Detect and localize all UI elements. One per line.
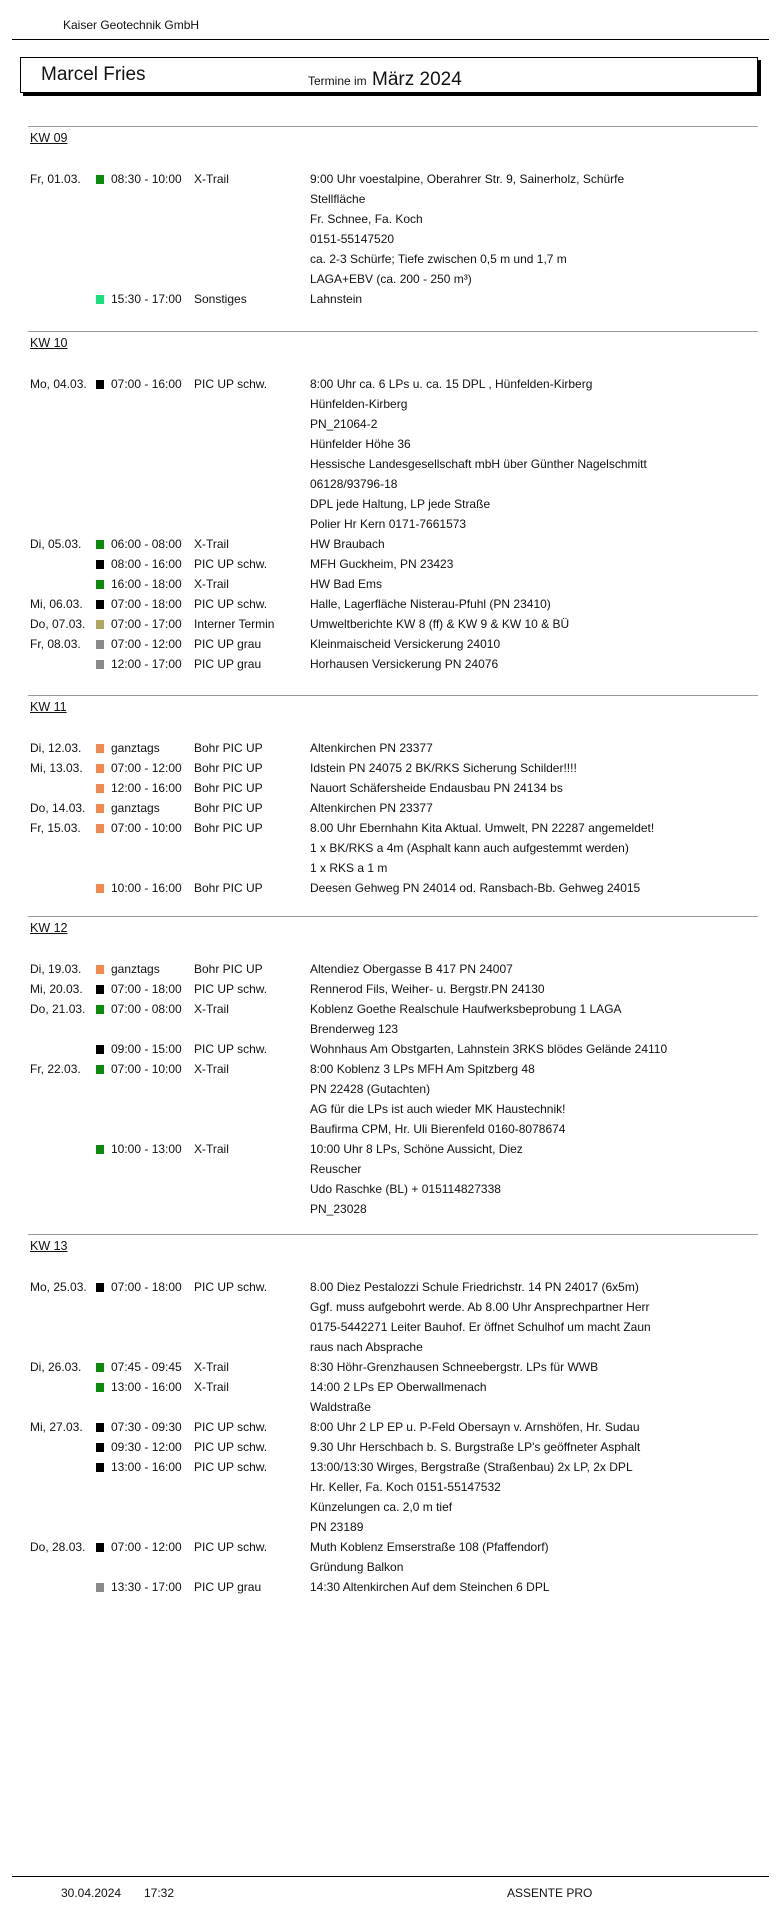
category-color-swatch xyxy=(96,1145,104,1154)
time-range: 07:00 - 18:00 xyxy=(111,982,182,996)
time-range: 10:00 - 13:00 xyxy=(111,1142,182,1156)
appointment-row xyxy=(28,1159,758,1179)
week-label: KW 10 xyxy=(30,336,68,350)
category-color-swatch xyxy=(96,965,104,974)
appointment-row xyxy=(28,1019,758,1039)
category-label: Bohr PIC UP xyxy=(194,741,263,755)
category-label: PIC UP schw. xyxy=(194,557,268,571)
week-label: KW 09 xyxy=(30,131,68,145)
category-color-swatch xyxy=(96,985,104,994)
appointment-row xyxy=(28,818,758,838)
appointment-row xyxy=(28,1059,758,1079)
appointment-text: 8:00 Uhr 2 LP EP u. P-Feld Obersayn v. Arnshöfen, Hr. Sudau xyxy=(310,1420,640,1434)
category-color-swatch xyxy=(96,1383,104,1392)
week-label: KW 13 xyxy=(30,1239,68,1253)
category-color-swatch xyxy=(96,1423,104,1432)
appointment-text: Hünfelden-Kirberg xyxy=(310,397,408,411)
appointment-text: 8:30 Höhr-Grenzhausen Schneebergstr. LPs für WWB xyxy=(310,1360,599,1374)
title-box xyxy=(20,57,758,93)
day-label: Di, 12.03. xyxy=(30,741,82,755)
appointment-row xyxy=(28,634,758,654)
appointment-row xyxy=(28,1357,758,1377)
week-header xyxy=(28,1234,758,1257)
appointment-list xyxy=(28,169,758,309)
category-color-swatch xyxy=(96,660,104,669)
appointment-text: Waldstraße xyxy=(310,1400,371,1414)
appointment-text: 06128/93796-18 xyxy=(310,477,398,491)
category-label: X-Trail xyxy=(194,172,229,186)
category-label: PIC UP schw. xyxy=(194,1440,268,1454)
appointment-row xyxy=(28,1377,758,1397)
category-label: X-Trail xyxy=(194,1380,229,1394)
appointment-row xyxy=(28,1179,758,1199)
appointment-row xyxy=(28,1477,758,1497)
appointment-text: Wohnhaus Am Obstgarten, Lahnstein 3RKS blödes Gelände 24110 xyxy=(310,1042,668,1056)
category-color-swatch xyxy=(96,540,104,549)
appointment-row xyxy=(28,414,758,434)
category-label: X-Trail xyxy=(194,1062,229,1076)
week-section xyxy=(28,916,758,1219)
category-color-swatch xyxy=(96,784,104,793)
week-section xyxy=(28,126,758,309)
appointment-text: Altendiez Obergasse B 417 PN 24007 xyxy=(310,962,513,976)
appointment-row xyxy=(28,1139,758,1159)
category-label: Bohr PIC UP xyxy=(194,821,263,835)
appointment-row xyxy=(28,959,758,979)
day-label: Di, 19.03. xyxy=(30,962,82,976)
footer-divider xyxy=(12,1876,769,1877)
time-range: 16:00 - 18:00 xyxy=(111,577,182,591)
day-label: Mi, 27.03. xyxy=(30,1420,83,1434)
time-range: 13:00 - 16:00 xyxy=(111,1460,182,1474)
appointment-text: PN_23028 xyxy=(310,1202,367,1216)
day-label: Fr, 01.03. xyxy=(30,172,81,186)
category-label: X-Trail xyxy=(194,1002,229,1016)
category-color-swatch xyxy=(96,764,104,773)
appointment-text: PN 22428 (Gutachten) xyxy=(310,1082,431,1096)
time-range: 07:00 - 12:00 xyxy=(111,1540,182,1554)
appointment-text: Idstein PN 24075 2 BK/RKS Sicherung Schilder!!!! xyxy=(310,761,577,775)
appointment-list xyxy=(28,738,758,898)
appointment-text: Hünfelder Höhe 36 xyxy=(310,437,411,451)
day-label: Fr, 15.03. xyxy=(30,821,81,835)
time-range: 07:45 - 09:45 xyxy=(111,1360,182,1374)
appointment-row xyxy=(28,1039,758,1059)
appointment-row xyxy=(28,249,758,269)
appointment-text: HW Braubach xyxy=(310,537,385,551)
category-label: PIC UP schw. xyxy=(194,1460,268,1474)
day-label: Do, 21.03. xyxy=(30,1002,86,1016)
appointment-list xyxy=(28,1277,758,1597)
appointment-row xyxy=(28,454,758,474)
category-color-swatch xyxy=(96,620,104,629)
category-color-swatch xyxy=(96,640,104,649)
week-header xyxy=(28,331,758,354)
appointment-text: Gründung Balkon xyxy=(310,1560,404,1574)
category-color-swatch xyxy=(96,1543,104,1552)
appointment-row xyxy=(28,1199,758,1219)
appointment-text: 8:00 Uhr ca. 6 LPs u. ca. 15 DPL , Hünfelden-Kirberg xyxy=(310,377,593,391)
appointment-row xyxy=(28,474,758,494)
appointment-text: PN_21064-2 xyxy=(310,417,378,431)
appointment-text: LAGA+EBV (ca. 200 - 250 m³) xyxy=(310,272,472,286)
category-label: Bohr PIC UP xyxy=(194,801,263,815)
time-range: 12:00 - 16:00 xyxy=(111,781,182,795)
appointment-text: Udo Raschke (BL) + 015114827338 xyxy=(310,1182,501,1196)
appointment-row xyxy=(28,1397,758,1417)
day-label: Mi, 13.03. xyxy=(30,761,83,775)
category-color-swatch xyxy=(96,580,104,589)
category-label: Bohr PIC UP xyxy=(194,781,263,795)
appointment-text: raus nach Absprache xyxy=(310,1340,423,1354)
day-label: Mo, 25.03. xyxy=(30,1280,87,1294)
appointment-text: Altenkirchen PN 23377 xyxy=(310,801,433,815)
time-range: 13:30 - 17:00 xyxy=(111,1580,182,1594)
appointment-row xyxy=(28,798,758,818)
appointment-row xyxy=(28,574,758,594)
category-color-swatch xyxy=(96,380,104,389)
category-label: PIC UP schw. xyxy=(194,597,268,611)
appointment-text: Stellfläche xyxy=(310,192,366,206)
appointment-row xyxy=(28,1119,758,1139)
category-color-swatch xyxy=(96,560,104,569)
appointment-text: PN 23189 xyxy=(310,1520,364,1534)
appointment-text: Fr. Schnee, Fa. Koch xyxy=(310,212,423,226)
appointment-text: Umweltberichte KW 8 (ff) & KW 9 & KW 10 & BÜ xyxy=(310,617,570,631)
category-label: PIC UP grau xyxy=(194,657,262,671)
header-divider xyxy=(12,39,769,40)
appointment-row xyxy=(28,534,758,554)
appointment-text: Nauort Schäfersheide Endausbau PN 24134 bs xyxy=(310,781,563,795)
appointment-text: Koblenz Goethe Realschule Haufwerksbeprobung 1 LAGA xyxy=(310,1002,622,1016)
appointment-row xyxy=(28,229,758,249)
category-color-swatch xyxy=(96,1283,104,1292)
appointment-row xyxy=(28,269,758,289)
appointment-text: 8:00 Koblenz 3 LPs MFH Am Spitzberg 48 xyxy=(310,1062,535,1076)
appointment-text: Deesen Gehweg PN 24014 od. Ransbach-Bb. Gehweg 24015 xyxy=(310,881,641,895)
appointment-row xyxy=(28,778,758,798)
appointment-row xyxy=(28,1457,758,1477)
category-label: X-Trail xyxy=(194,1360,229,1374)
time-range: 10:00 - 16:00 xyxy=(111,881,182,895)
day-label: Mi, 06.03. xyxy=(30,597,83,611)
appointment-text: Halle, Lagerfläche Nisterau-Pfuhl (PN 23410) xyxy=(310,597,551,611)
week-header xyxy=(28,695,758,718)
app-name: ASSENTE PRO xyxy=(507,1886,593,1900)
appointment-row xyxy=(28,1437,758,1457)
time-range: 07:00 - 18:00 xyxy=(111,597,182,611)
day-label: Fr, 22.03. xyxy=(30,1062,81,1076)
category-label: Sonstiges xyxy=(194,292,247,306)
time-range: ganztags xyxy=(111,801,160,815)
appointment-row xyxy=(28,654,758,674)
week-label: KW 11 xyxy=(30,700,67,714)
appointment-row xyxy=(28,1537,758,1557)
print-time: 17:32 xyxy=(144,1886,175,1900)
appointment-row xyxy=(28,1577,758,1597)
appointment-text: 13:00/13:30 Wirges, Bergstraße (Straßenbau) 2x LP, 2x DPL xyxy=(310,1460,633,1474)
category-label: PIC UP grau xyxy=(194,1580,262,1594)
appointment-row xyxy=(28,494,758,514)
category-label: PIC UP schw. xyxy=(194,1042,268,1056)
appointment-row xyxy=(28,189,758,209)
time-range: ganztags xyxy=(111,962,160,976)
day-label: Do, 14.03. xyxy=(30,801,86,815)
appointment-row xyxy=(28,209,758,229)
category-color-swatch xyxy=(96,1045,104,1054)
appointment-row xyxy=(28,1517,758,1537)
appointment-text: 0175-5442271 Leiter Bauhof. Er öffnet Schulhof um macht Zaun xyxy=(310,1320,651,1334)
termine-label: Termine im xyxy=(308,74,367,88)
category-label: Interner Termin xyxy=(194,617,275,631)
category-label: PIC UP schw. xyxy=(194,1540,268,1554)
appointment-text: ca. 2-3 Schürfe; Tiefe zwischen 0,5 m und 1,7 m xyxy=(310,252,567,266)
category-color-swatch xyxy=(96,1463,104,1472)
appointment-row xyxy=(28,374,758,394)
appointment-row xyxy=(28,1337,758,1357)
time-range: 08:30 - 10:00 xyxy=(111,172,182,186)
appointment-row xyxy=(28,1317,758,1337)
appointment-text: HW Bad Ems xyxy=(310,577,383,591)
appointment-text: Kleinmaischeid Versickerung 24010 xyxy=(310,637,501,651)
appointment-text: 14:30 Altenkirchen Auf dem Steinchen 6 DPL xyxy=(310,1580,550,1594)
category-label: PIC UP schw. xyxy=(194,1280,268,1294)
appointment-text: AG für die LPs ist auch wieder MK Haustechnik! xyxy=(310,1102,566,1116)
appointment-row xyxy=(28,1297,758,1317)
appointment-text: 8.00 Diez Pestalozzi Schule Friedrichstr. 14 PN 24017 (6x5m) xyxy=(310,1280,639,1294)
category-label: X-Trail xyxy=(194,577,229,591)
category-label: Bohr PIC UP xyxy=(194,962,263,976)
day-label: Mo, 04.03. xyxy=(30,377,87,391)
time-range: 06:00 - 08:00 xyxy=(111,537,182,551)
period-label xyxy=(308,69,462,91)
appointment-row xyxy=(28,1417,758,1437)
time-range: 07:00 - 10:00 xyxy=(111,1062,182,1076)
category-color-swatch xyxy=(96,1363,104,1372)
print-date: 30.04.2024 xyxy=(61,1886,122,1900)
day-label: Do, 07.03. xyxy=(30,617,86,631)
appointment-text: Brenderweg 123 xyxy=(310,1022,399,1036)
week-section xyxy=(28,331,758,674)
day-label: Mi, 20.03. xyxy=(30,982,83,996)
week-header xyxy=(28,126,758,149)
appointment-row xyxy=(28,1277,758,1297)
month-label: März 2024 xyxy=(372,69,462,90)
appointment-text: 14:00 2 LPs EP Oberwallmenach xyxy=(310,1380,487,1394)
time-range: 07:00 - 16:00 xyxy=(111,377,182,391)
time-range: 07:00 - 08:00 xyxy=(111,1002,182,1016)
appointment-text: Muth Koblenz Emserstraße 108 (Pfaffendorf) xyxy=(310,1540,549,1554)
category-color-swatch xyxy=(96,600,104,609)
appointment-row xyxy=(28,169,758,189)
appointment-text: Lahnstein xyxy=(310,292,363,306)
category-label: Bohr PIC UP xyxy=(194,761,263,775)
category-label: PIC UP grau xyxy=(194,637,262,651)
category-color-swatch xyxy=(96,295,104,304)
category-color-swatch xyxy=(96,804,104,813)
appointment-text: Reuscher xyxy=(310,1162,362,1176)
appointment-row xyxy=(28,1079,758,1099)
appointment-text: Künzelungen ca. 2,0 m tief xyxy=(310,1500,453,1514)
appointment-row xyxy=(28,394,758,414)
category-label: PIC UP schw. xyxy=(194,1420,268,1434)
appointment-row xyxy=(28,1497,758,1517)
time-range: 12:00 - 17:00 xyxy=(111,657,182,671)
appointment-text: Horhausen Versickerung PN 24076 xyxy=(310,657,499,671)
day-label: Di, 05.03. xyxy=(30,537,82,551)
appointment-row xyxy=(28,289,758,309)
appointment-text: 9.30 Uhr Herschbach b. S. Burgstraße LP's geöffneter Asphalt xyxy=(310,1440,641,1454)
time-range: 07:30 - 09:30 xyxy=(111,1420,182,1434)
category-color-swatch xyxy=(96,175,104,184)
category-color-swatch xyxy=(96,1583,104,1592)
appointment-row xyxy=(28,738,758,758)
appointment-text: 10:00 Uhr 8 LPs, Schöne Aussicht, Diez xyxy=(310,1142,523,1156)
appointment-text: Ggf. muss aufgebohrt werde. Ab 8.00 Uhr Ansprechpartner Herr xyxy=(310,1300,650,1314)
appointment-row xyxy=(28,979,758,999)
time-range: 07:00 - 12:00 xyxy=(111,761,182,775)
appointment-text: 8.00 Uhr Ebernhahn Kita Aktual. Umwelt, PN 22287 angemeldet! xyxy=(310,821,655,835)
appointment-row xyxy=(28,1557,758,1577)
category-label: Bohr PIC UP xyxy=(194,881,263,895)
appointment-row xyxy=(28,878,758,898)
category-label: X-Trail xyxy=(194,1142,229,1156)
appointment-text: Altenkirchen PN 23377 xyxy=(310,741,433,755)
time-range: 07:00 - 10:00 xyxy=(111,821,182,835)
category-label: X-Trail xyxy=(194,537,229,551)
appointment-row xyxy=(28,758,758,778)
appointment-row xyxy=(28,999,758,1019)
time-range: ganztags xyxy=(111,741,160,755)
person-name: Marcel Fries xyxy=(41,64,146,85)
appointment-text: Hessische Landesgesellschaft mbH über Günther Nagelschmitt xyxy=(310,457,647,471)
category-color-swatch xyxy=(96,824,104,833)
appointment-row xyxy=(28,434,758,454)
appointment-row xyxy=(28,594,758,614)
day-label: Di, 26.03. xyxy=(30,1360,82,1374)
category-label: PIC UP schw. xyxy=(194,377,268,391)
appointment-list xyxy=(28,374,758,674)
time-range: 07:00 - 17:00 xyxy=(111,617,182,631)
category-color-swatch xyxy=(96,1005,104,1014)
week-header xyxy=(28,916,758,939)
category-label: PIC UP schw. xyxy=(194,982,268,996)
day-label: Do, 28.03. xyxy=(30,1540,86,1554)
appointment-row xyxy=(28,858,758,878)
time-range: 09:30 - 12:00 xyxy=(111,1440,182,1454)
time-range: 07:00 - 12:00 xyxy=(111,637,182,651)
category-color-swatch xyxy=(96,1443,104,1452)
appointment-text: Hr. Keller, Fa. Koch 0151-55147532 xyxy=(310,1480,501,1494)
time-range: 09:00 - 15:00 xyxy=(111,1042,182,1056)
time-range: 07:00 - 18:00 xyxy=(111,1280,182,1294)
time-range: 13:00 - 16:00 xyxy=(111,1380,182,1394)
appointment-row xyxy=(28,838,758,858)
appointment-text: 1 x BK/RKS a 4m (Asphalt kann auch aufgestemmt werden) xyxy=(310,841,629,855)
week-section xyxy=(28,1234,758,1597)
appointment-text: Rennerod Fils, Weiher- u. Bergstr.PN 24130 xyxy=(310,982,545,996)
time-range: 08:00 - 16:00 xyxy=(111,557,182,571)
category-color-swatch xyxy=(96,884,104,893)
appointment-text: Baufirma CPM, Hr. Uli Bierenfeld 0160-8078674 xyxy=(310,1122,566,1136)
appointment-row xyxy=(28,514,758,534)
week-label: KW 12 xyxy=(30,921,68,935)
category-color-swatch xyxy=(96,1065,104,1074)
appointment-text: DPL jede Haltung, LP jede Straße xyxy=(310,497,491,511)
appointment-text: 0151-55147520 xyxy=(310,232,395,246)
category-color-swatch xyxy=(96,744,104,753)
company-name: Kaiser Geotechnik GmbH xyxy=(63,18,200,32)
appointment-text: 9:00 Uhr voestalpine, Oberahrer Str. 9, Sainerholz, Schürfe xyxy=(310,172,625,186)
week-section xyxy=(28,695,758,898)
appointment-row xyxy=(28,554,758,574)
appointment-text: Polier Hr Kern 0171-7661573 xyxy=(310,517,467,531)
day-label: Fr, 08.03. xyxy=(30,637,81,651)
appointment-list xyxy=(28,959,758,1219)
time-range: 15:30 - 17:00 xyxy=(111,292,182,306)
appointment-row xyxy=(28,614,758,634)
appointment-text: MFH Guckheim, PN 23423 xyxy=(310,557,454,571)
appointment-row xyxy=(28,1099,758,1119)
appointment-text: 1 x RKS a 1 m xyxy=(310,861,388,875)
